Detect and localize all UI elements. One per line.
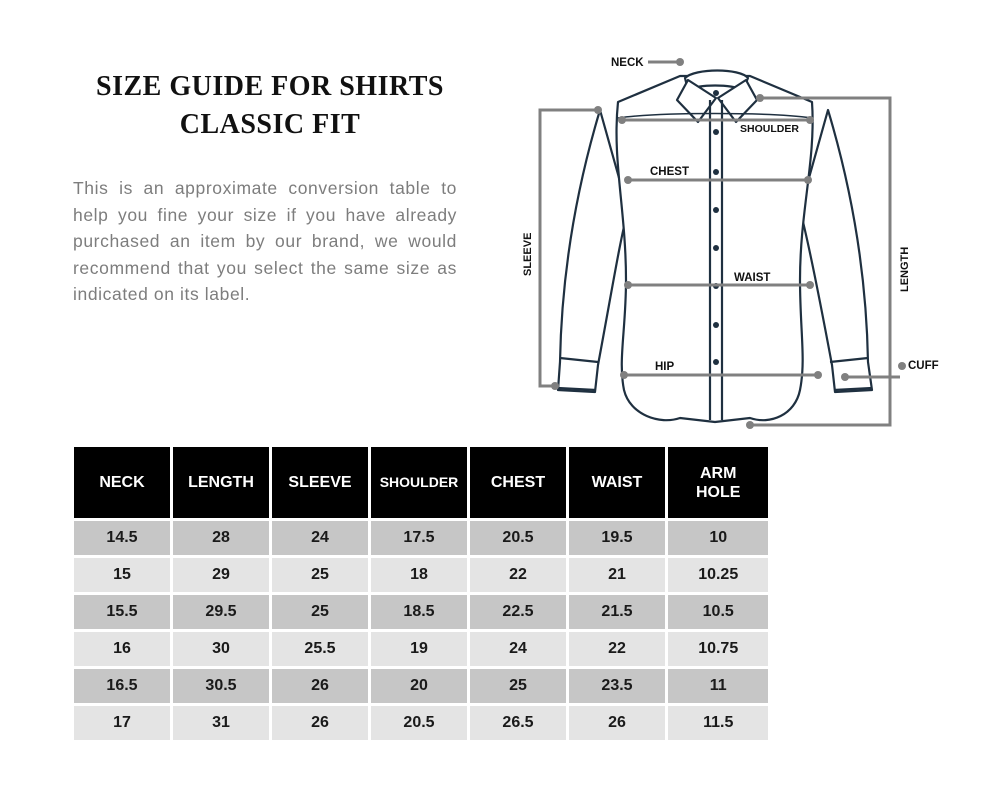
cell-arm-hole: 10 bbox=[668, 521, 768, 555]
table-row bbox=[74, 595, 768, 629]
table-header-row bbox=[74, 447, 768, 518]
label-hip: HIP bbox=[655, 361, 675, 373]
size-table bbox=[71, 444, 771, 743]
cell-neck: 15.5 bbox=[74, 595, 170, 629]
table-row bbox=[74, 521, 768, 555]
cell-neck: 16.5 bbox=[74, 669, 170, 703]
table-row bbox=[74, 706, 768, 740]
header-waist: WAIST bbox=[569, 447, 665, 518]
cell-waist: 23.5 bbox=[569, 669, 665, 703]
title-line-2: CLASSIC FIT bbox=[179, 109, 361, 140]
header-chest: CHEST bbox=[470, 447, 566, 518]
cell-waist: 26 bbox=[569, 706, 665, 740]
cell-arm-hole: 11.5 bbox=[668, 706, 768, 740]
cell-neck: 15 bbox=[74, 558, 170, 592]
cell-length: 28 bbox=[173, 521, 269, 555]
cell-sleeve: 25.5 bbox=[272, 632, 368, 666]
cell-chest: 22.5 bbox=[470, 595, 566, 629]
cell-shoulder: 20.5 bbox=[371, 706, 467, 740]
cell-shoulder: 20 bbox=[371, 669, 467, 703]
cell-arm-hole: 10.75 bbox=[668, 632, 768, 666]
cell-length: 29.5 bbox=[173, 595, 269, 629]
label-neck: NECK bbox=[611, 57, 644, 69]
cell-waist: 21 bbox=[569, 558, 665, 592]
cell-neck: 16 bbox=[74, 632, 170, 666]
cell-neck: 14.5 bbox=[74, 521, 170, 555]
cell-chest: 22 bbox=[470, 558, 566, 592]
cell-waist: 22 bbox=[569, 632, 665, 666]
cell-arm-hole: 11 bbox=[668, 669, 768, 703]
cell-chest: 20.5 bbox=[470, 521, 566, 555]
cell-waist: 21.5 bbox=[569, 595, 665, 629]
header-length: LENGTH bbox=[173, 447, 269, 518]
label-chest: CHEST bbox=[650, 166, 689, 178]
cell-length: 31 bbox=[173, 706, 269, 740]
header-sleeve: SLEEVE bbox=[272, 447, 368, 518]
page-title bbox=[60, 68, 480, 144]
cell-waist: 19.5 bbox=[569, 521, 665, 555]
table-row bbox=[74, 632, 768, 666]
label-length: LENGTH bbox=[899, 246, 911, 292]
cell-shoulder: 18.5 bbox=[371, 595, 467, 629]
cell-arm-hole: 10.25 bbox=[668, 558, 768, 592]
label-shoulder: SHOULDER bbox=[740, 123, 799, 135]
cell-arm-hole: 10.5 bbox=[668, 595, 768, 629]
cell-chest: 26.5 bbox=[470, 706, 566, 740]
cell-chest: 25 bbox=[470, 669, 566, 703]
cell-sleeve: 26 bbox=[272, 669, 368, 703]
cell-shoulder: 19 bbox=[371, 632, 467, 666]
shirt-measurement-diagram bbox=[500, 40, 960, 440]
cell-shoulder: 17.5 bbox=[371, 521, 467, 555]
table-row bbox=[74, 558, 768, 592]
header-neck: NECK bbox=[74, 447, 170, 518]
cell-chest: 24 bbox=[470, 632, 566, 666]
cell-sleeve: 24 bbox=[272, 521, 368, 555]
description-paragraph: This is an approximate conversion table to help you fine your size if you have already purchased an item by our brand, we would recommend that you select the same size as indicated on its label. bbox=[73, 178, 457, 304]
header-shoulder: SHOULDER bbox=[371, 447, 467, 518]
table-row bbox=[74, 669, 768, 703]
label-sleeve: SLEEVE bbox=[522, 232, 534, 276]
cell-length: 30.5 bbox=[173, 669, 269, 703]
cell-sleeve: 25 bbox=[272, 595, 368, 629]
label-waist: WAIST bbox=[734, 272, 771, 284]
title-line-1: SIZE GUIDE FOR SHIRTS bbox=[96, 71, 444, 102]
label-cuff: CUFF bbox=[908, 360, 939, 372]
cell-shoulder: 18 bbox=[371, 558, 467, 592]
cell-length: 29 bbox=[173, 558, 269, 592]
header-arm-hole: ARM HOLE bbox=[668, 447, 768, 518]
cell-sleeve: 26 bbox=[272, 706, 368, 740]
cell-sleeve: 25 bbox=[272, 558, 368, 592]
cell-neck: 17 bbox=[74, 706, 170, 740]
cell-length: 30 bbox=[173, 632, 269, 666]
